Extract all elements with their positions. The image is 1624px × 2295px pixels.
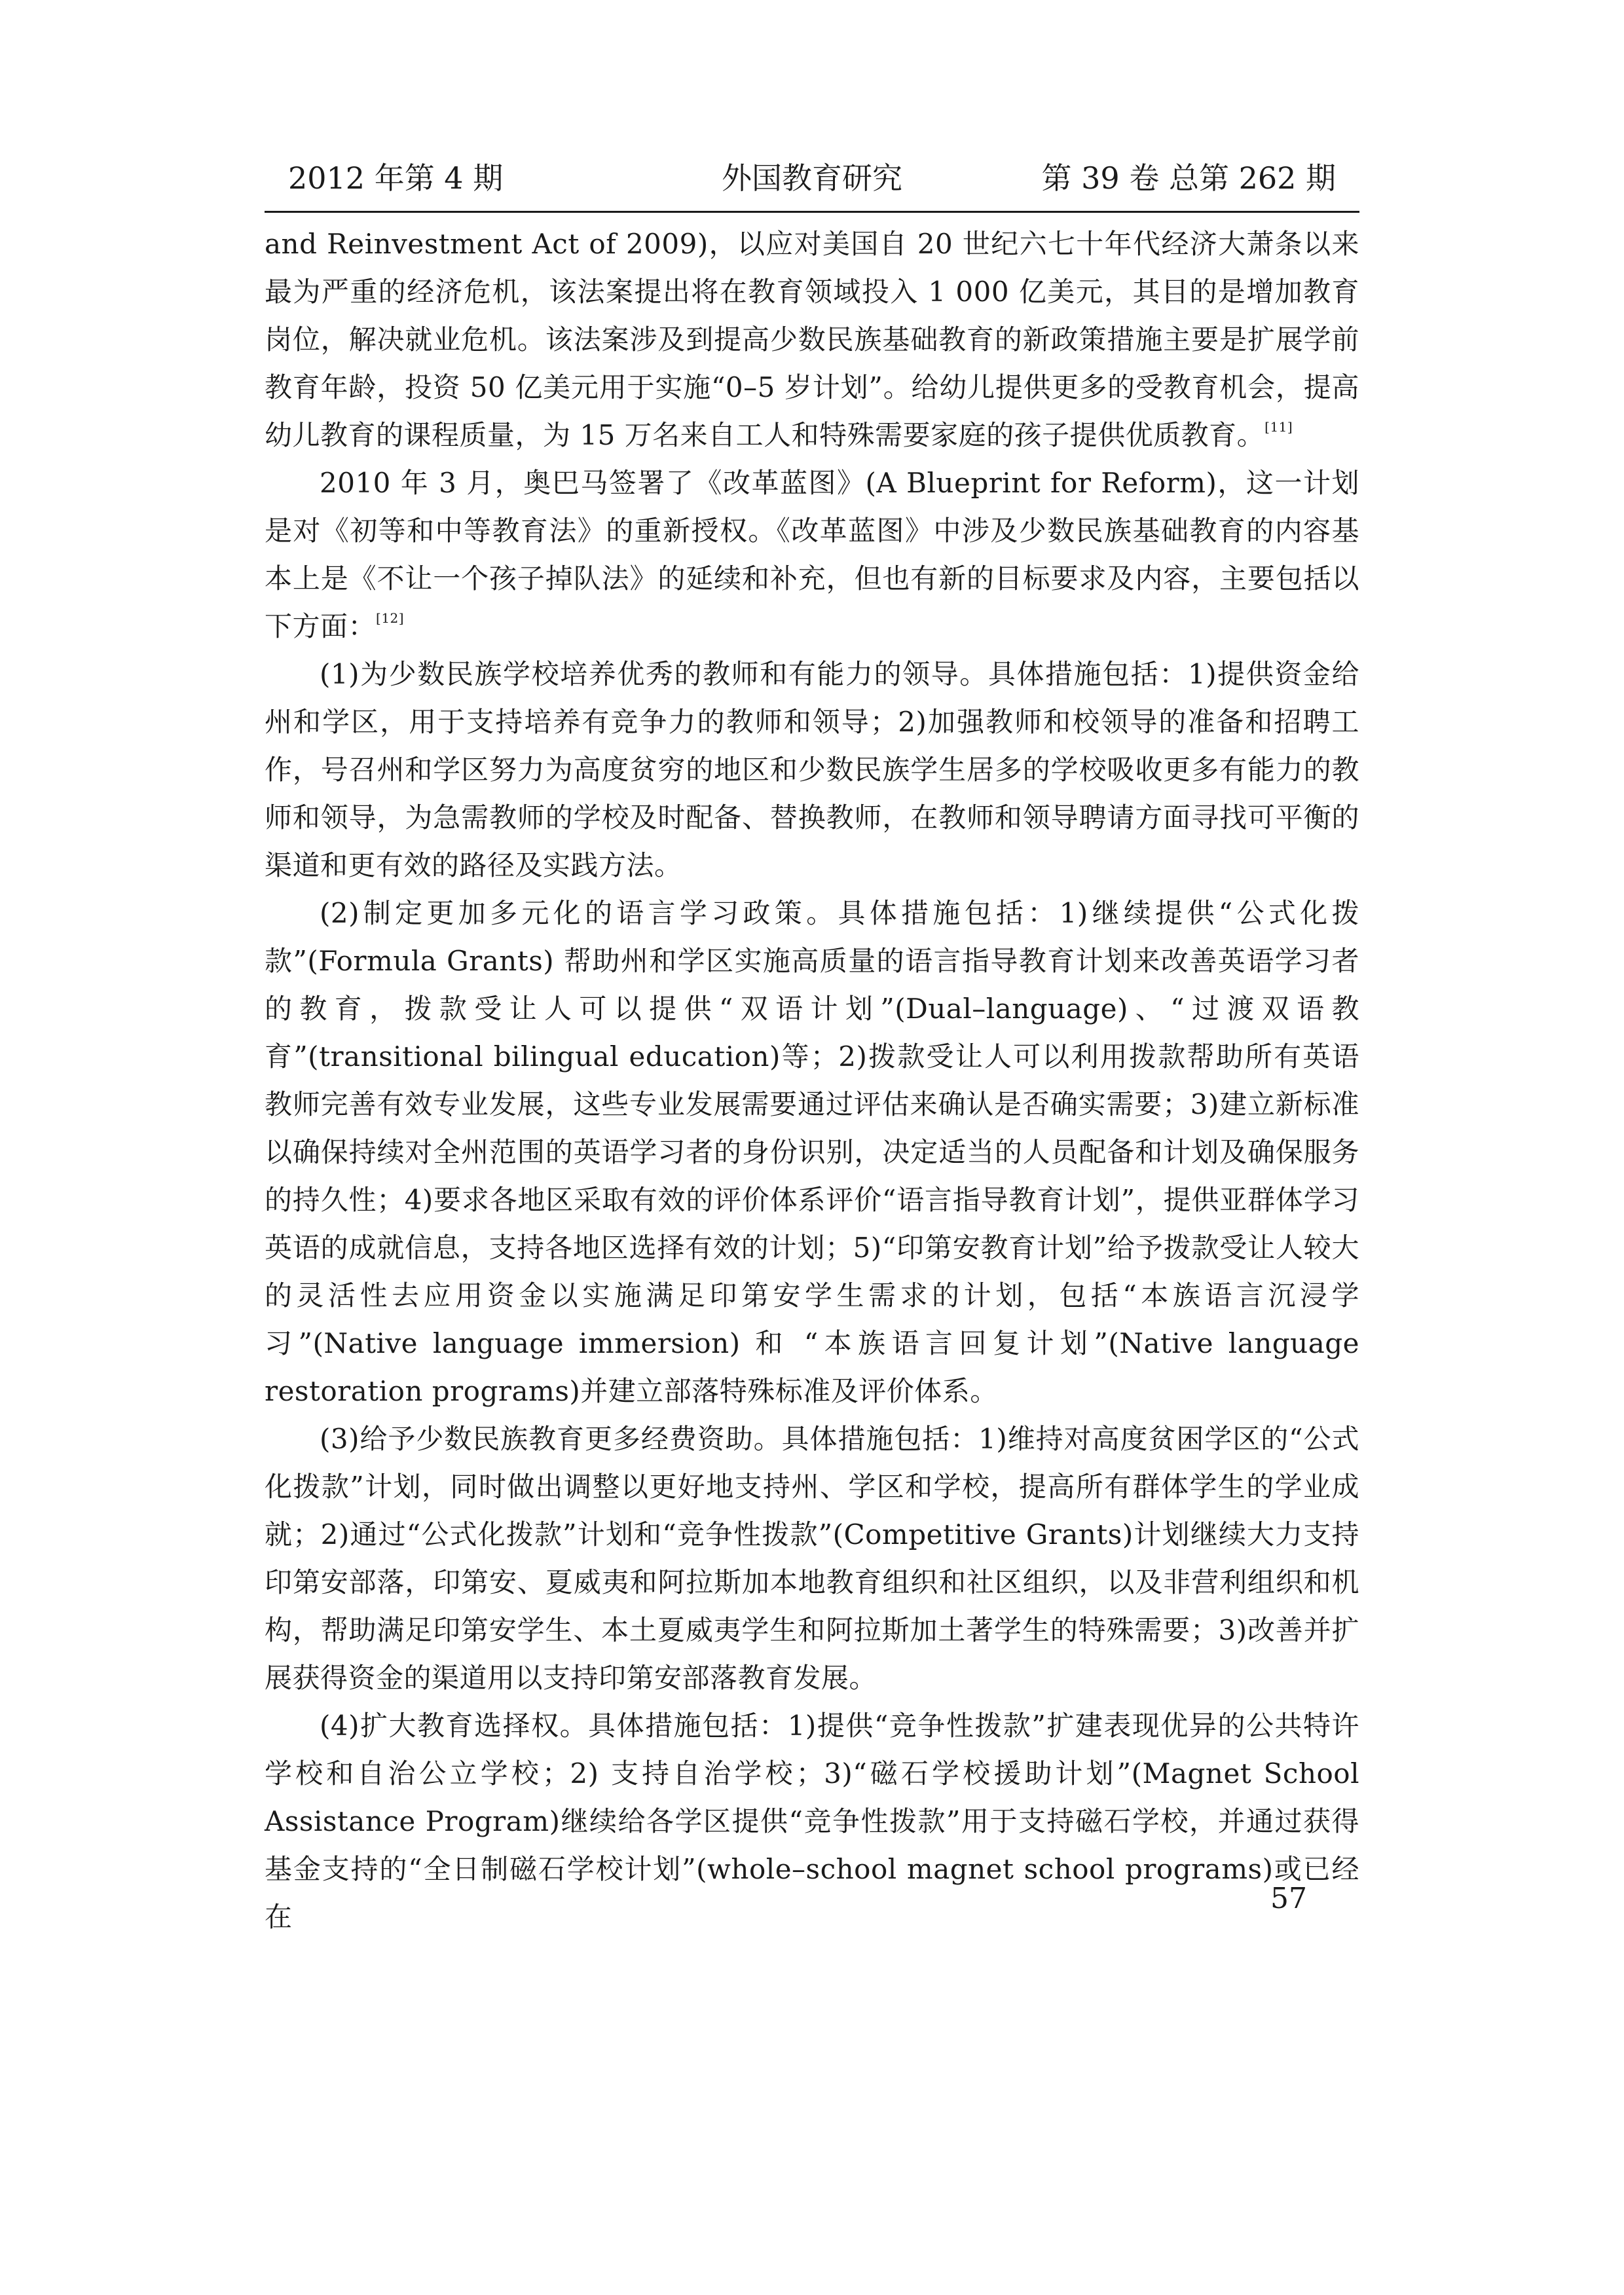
page-number: 57 <box>1270 1882 1307 1915</box>
article-body <box>265 220 1359 1941</box>
header-journal-title: 外国教育研究 <box>722 160 902 196</box>
paragraph-2 <box>265 459 1359 650</box>
citation-ref: [12] <box>376 610 405 626</box>
paragraph-4 <box>265 889 1359 1415</box>
paragraph-6 <box>265 1702 1359 1941</box>
paragraph-text: (2)制定更加多元化的语言学习政策。具体措施包括：1)继续提供“公式化拨款”(Formula Grants) 帮助州和学区实施高质量的语言指导教育计划来改善英语学习者的教育，拨款受让人可以提供“双语计划”(Dual–language)、“过渡双语教育”(transitional bilingual education)等；2)拨款受让人可以利用拨款帮助所有英语教师完善有效专业发展，这些专业发展需要通过评估来确认是否确实需要；3)建立新标准以确保持续对全州范围的英语学习者的身份识别，决定适当的人员配备和计划及确保服务的持久性；4)要求各地区采取有效的评价体系评价“语言指导教育计划”，提供亚群体学习英语的成就信息，支持各地区选择有效的计划；5)“印第安教育计划”给予拨款受让人较大的灵活性去应用资金以实施满足印第安学生需求的计划，包括“本族语言沉浸学习”(Native language immersion) 和 “本族语言回复计划”(Native language restoration programs)并建立部落特殊标准及评价体系。 <box>265 897 1359 1407</box>
paragraph-5 <box>265 1415 1359 1702</box>
citation-ref: [11] <box>1264 419 1293 435</box>
header-volume: 第 39 卷 总第 262 期 <box>1041 160 1336 196</box>
paragraph-text: (4)扩大教育选择权。具体措施包括：1)提供“竞争性拨款”扩建表现优异的公共特许学校和自治公立学校；2) 支持自治学校；3)“磁石学校援助计划”(Magnet School Assistance Program)继续给各学区提供“竞争性拨款”用于支持磁石学校，并通过获得基金支持的“全日制磁石学校计划”(whole–school magnet school programs)或已经在 <box>265 1710 1359 1933</box>
header-issue: 2012 年第 4 期 <box>288 160 504 196</box>
paragraph-1 <box>265 220 1359 459</box>
paragraph-text: and Reinvestment Act of 2009)，以应对美国自 20 世纪六七十年代经济大萧条以来最为严重的经济危机，该法案提出将在教育领域投入 1 000 亿美元，其目的是增加教育岗位，解决就业危机。该法案涉及到提高少数民族基础教育的新政策措施主要是扩展学前教育年龄，投资 50 亿美元用于实施“0–5 岁计划”。给幼儿提供更多的受教育机会，提高幼儿教育的课程质量，为 15 万名来自工人和特殊需要家庭的孩子提供优质教育。 <box>265 228 1359 451</box>
paragraph-text: (1)为少数民族学校培养优秀的教师和有能力的领导。具体措施包括：1)提供资金给州和学区，用于支持培养有竞争力的教师和领导；2)加强教师和校领导的准备和招聘工作，号召州和学区努力为高度贫穷的地区和少数民族学生居多的学校吸收更多有能力的教师和领导，为急需教师的学校及时配备、替换教师，在教师和领导聘请方面寻找可平衡的渠道和更有效的路径及实践方法。 <box>265 658 1359 881</box>
paragraph-3 <box>265 650 1359 889</box>
paragraph-text: 2010 年 3 月，奥巴马签署了《改革蓝图》(A Blueprint for Reform)，这一计划是对《初等和中等教育法》的重新授权。《改革蓝图》中涉及少数民族基础教育的内容基本上是《不让一个孩子掉队法》的延续和补充，但也有新的目标要求及内容，主要包括以下方面： <box>265 467 1359 642</box>
paragraph-text: (3)给予少数民族教育更多经费资助。具体措施包括：1)维持对高度贫困学区的“公式化拨款”计划，同时做出调整以更好地支持州、学区和学校，提高所有群体学生的学业成就；2)通过“公式化拨款”计划和“竞争性拨款”(Competitive Grants)计划继续大力支持印第安部落，印第安、夏威夷和阿拉斯加本地教育组织和社区组织，以及非营利组织和机构，帮助满足印第安学生、本土夏威夷学生和阿拉斯加土著学生的特殊需要；3)改善并扩展获得资金的渠道用以支持印第安部落教育发展。 <box>265 1423 1359 1694</box>
header-rule <box>265 211 1359 213</box>
running-header <box>288 152 1336 204</box>
